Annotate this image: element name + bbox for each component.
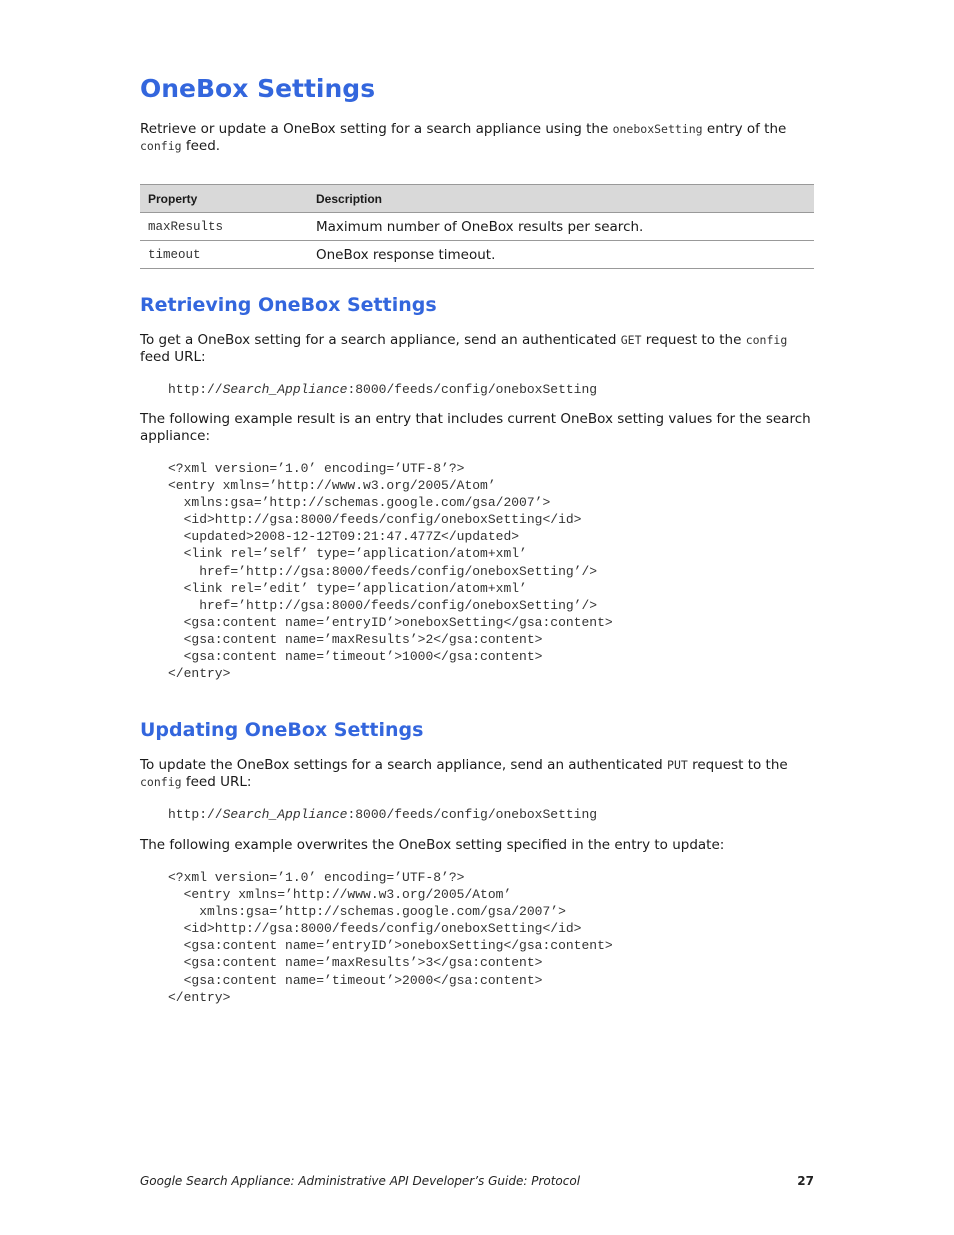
page-footer xyxy=(140,1174,814,1188)
url-suffix: :8000/feeds/config/oneboxSetting xyxy=(347,807,598,822)
url-prefix: http:// xyxy=(168,382,223,397)
retrieving-code-1: GET xyxy=(620,333,642,347)
retrieving-example-intro: The following example result is an entry that includes current OneBox setting values for the search appliance: xyxy=(140,411,811,444)
url-prefix: http:// xyxy=(168,807,223,822)
row-property: timeout xyxy=(140,241,308,269)
page-title: OneBox Settings xyxy=(140,74,376,103)
updating-example-intro: The following example overwrites the OneBox setting specified in the entry to update: xyxy=(140,837,725,853)
updating-code-1: PUT xyxy=(667,758,688,772)
intro-paragraph xyxy=(140,121,814,155)
intro-text-3: feed. xyxy=(181,138,221,154)
url-suffix: :8000/feeds/config/oneboxSetting xyxy=(347,382,598,397)
row-description: OneBox response timeout. xyxy=(308,241,814,269)
intro-code-2: config xyxy=(140,139,182,153)
updating-heading: Updating OneBox Settings xyxy=(140,719,424,741)
updating-text-1: To update the OneBox settings for a search appliance, send an authenticated xyxy=(140,757,668,773)
retrieving-code-2: config xyxy=(745,333,788,347)
header-description: Description xyxy=(308,185,814,213)
updating-text-2: request to the xyxy=(687,757,788,773)
retrieving-text-3: feed URL: xyxy=(140,349,206,365)
updating-paragraph xyxy=(140,757,814,791)
updating-text-3: feed URL: xyxy=(181,774,252,790)
updating-url xyxy=(168,807,597,822)
intro-code-1: oneboxSetting xyxy=(612,122,703,136)
row-description: Maximum number of OneBox results per search. xyxy=(308,213,814,241)
row-property: maxResults xyxy=(140,213,308,241)
retrieving-url xyxy=(168,382,597,397)
retrieving-paragraph xyxy=(140,332,814,366)
property-table xyxy=(140,184,814,269)
retrieving-text-2: request to the xyxy=(641,332,746,348)
retrieving-code-block: <?xml version=’1.0’ encoding=’UTF-8’?> <entry xmlns=’http://www.w3.org/2005/Atom’ xmlns:gsa=’http://schemas.google.com/gsa/2007’> <id>http://gsa:8000/feeds/config/oneboxSetting</id> <updated>2008-12-12T09:21:47.477Z</updated> <link rel=’self’ type=’application/atom+xml’ href=’http://gsa:8000/feeds/config/oneboxSetting’/> <link rel=’edit’ type=’application/atom+xml’ href=’http://gsa:8000/feeds/config/oneboxSetting’/> <gsa:content name=’entryID’>oneboxSetting</gsa:content> <gsa:content name=’maxResults’>2</gsa:content> <gsa:content name=’timeout’>1000</gsa:content> </entry> xyxy=(168,461,613,682)
retrieving-text-1: To get a OneBox setting for a search appliance, send an authenticated xyxy=(140,332,621,348)
page-number: 27 xyxy=(797,1174,814,1188)
retrieving-heading: Retrieving OneBox Settings xyxy=(140,294,437,316)
header-property: Property xyxy=(140,185,308,213)
intro-text-2: entry of the xyxy=(702,121,787,137)
footer-title: Google Search Appliance: Administrative API Developer’s Guide: Protocol xyxy=(140,1174,581,1188)
updating-code-2: config xyxy=(140,775,182,789)
url-host: Search_Appliance xyxy=(222,382,348,397)
intro-text-1: Retrieve or update a OneBox setting for a search appliance using the xyxy=(140,121,613,137)
url-host: Search_Appliance xyxy=(222,807,348,822)
table-row xyxy=(140,241,814,269)
table-header-row xyxy=(140,185,814,213)
table-row xyxy=(140,213,814,241)
updating-code-block: <?xml version=’1.0’ encoding=’UTF-8’?> <entry xmlns=’http://www.w3.org/2005/Atom’ xmlns:gsa=’http://schemas.google.com/gsa/2007’> <id>http://gsa:8000/feeds/config/oneboxSetting</id> <gsa:content name=’entryID’>oneboxSetting</gsa:content> <gsa:content name=’maxResults’>3</gsa:content> <gsa:content name=’timeout’>2000</gsa:content> </entry> xyxy=(168,870,613,1005)
